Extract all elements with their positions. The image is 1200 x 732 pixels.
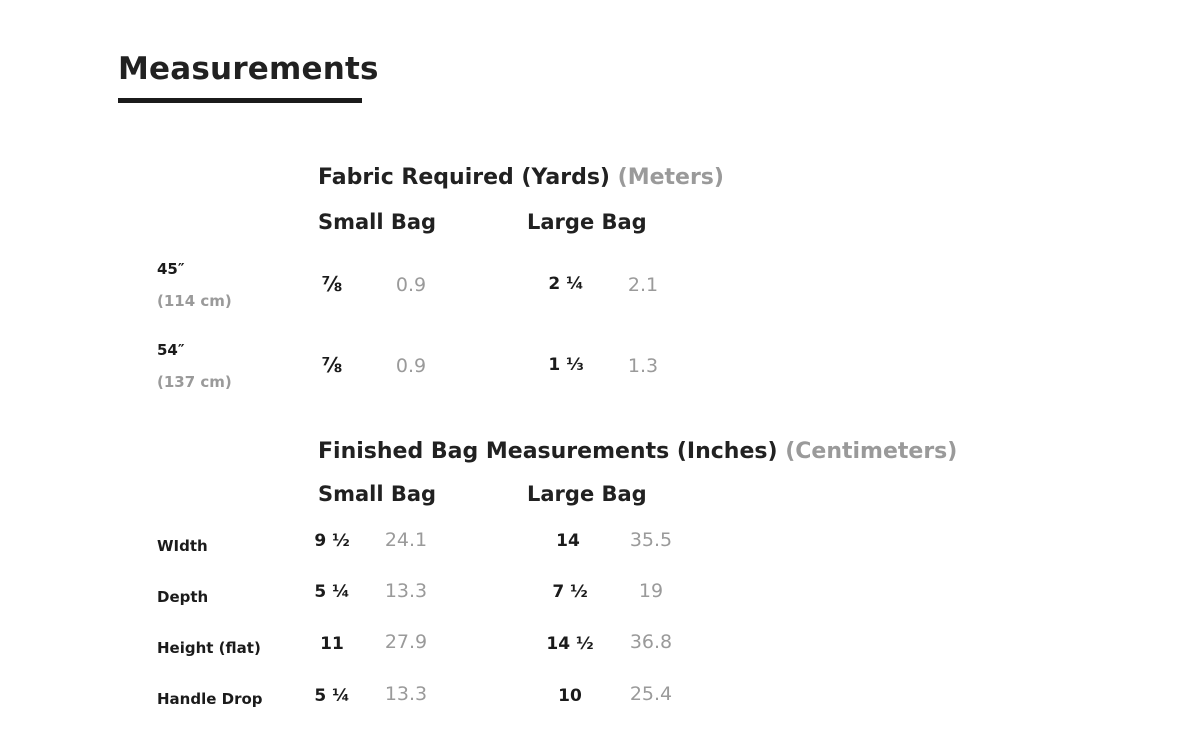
fabric-row-54-sublabel: (137 cm) <box>157 373 232 391</box>
finished-section-heading-main: Finished Bag Measurements (Inches) <box>318 439 778 464</box>
finished-row-width-large-in: 14 <box>556 531 580 551</box>
finished-row-width-small-cm: 24.1 <box>384 529 428 551</box>
finished-row-handle-drop-large-in: 10 <box>558 686 582 706</box>
finished-row-depth-small-in: 5 ¼ <box>314 582 350 602</box>
page-title: Measurements <box>118 51 379 87</box>
finished-column-header-small: Small Bag <box>318 482 437 506</box>
finished-column-header-large: Large Bag <box>527 482 647 506</box>
finished-row-height-small-cm: 27.9 <box>384 631 428 653</box>
fabric-row-45-sublabel: (114 cm) <box>157 292 232 310</box>
finished-row-width-large-cm: 35.5 <box>629 529 673 551</box>
finished-row-height-label: Height (flat) <box>157 639 261 657</box>
fabric-row-45-large-yards: 2 ¼ <box>548 274 584 294</box>
fabric-row-45-large-meters: 2.1 <box>627 274 659 296</box>
finished-row-height-large-cm: 36.8 <box>629 631 673 653</box>
finished-row-handle-drop-small-in: 5 ¼ <box>314 686 350 706</box>
finished-section-heading-units: (Centimeters) <box>785 439 958 464</box>
finished-row-handle-drop-large-cm: 25.4 <box>629 683 673 705</box>
finished-row-handle-drop-label: Handle Drop <box>157 690 263 708</box>
fabric-column-header-large: Large Bag <box>527 210 647 234</box>
page-title-block <box>118 52 379 103</box>
fabric-row-54-small-meters: 0.9 <box>395 355 427 377</box>
fabric-section-heading-units: (Meters) <box>617 165 724 190</box>
finished-row-height-small-in: 11 <box>320 634 344 654</box>
fabric-section-heading-main: Fabric Required (Yards) <box>318 165 610 190</box>
fabric-row-45-small-meters: 0.9 <box>395 274 427 296</box>
fabric-row-54-large-yards: 1 ⅓ <box>548 355 584 375</box>
fabric-row-54-small-yards: ⅞ <box>321 353 343 377</box>
fabric-column-header-small: Small Bag <box>318 210 437 234</box>
title-underline-rule <box>118 98 362 103</box>
fabric-row-54-large-meters: 1.3 <box>627 355 659 377</box>
finished-row-width-label: WIdth <box>157 537 208 555</box>
finished-row-depth-label: Depth <box>157 588 209 606</box>
finished-row-width-small-in: 9 ½ <box>314 531 350 551</box>
fabric-section-heading <box>318 165 724 190</box>
finished-row-handle-drop-small-cm: 13.3 <box>384 683 428 705</box>
fabric-row-45-label: 45″ <box>157 260 185 278</box>
finished-row-depth-large-cm: 19 <box>638 580 664 602</box>
finished-row-depth-large-in: 7 ½ <box>552 582 588 602</box>
fabric-row-54-label: 54″ <box>157 341 185 359</box>
finished-row-depth-small-cm: 13.3 <box>384 580 428 602</box>
finished-row-height-large-in: 14 ½ <box>546 634 594 654</box>
fabric-row-45-small-yards: ⅞ <box>321 272 343 296</box>
finished-section-heading <box>318 439 957 464</box>
